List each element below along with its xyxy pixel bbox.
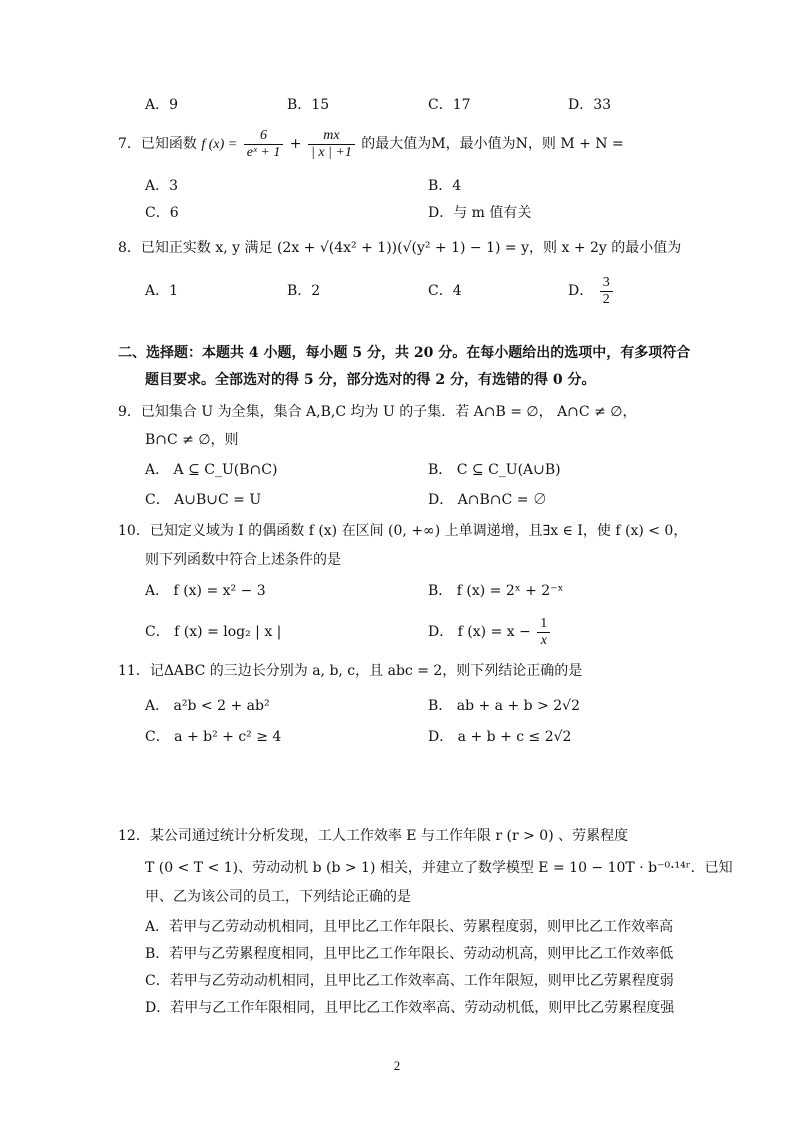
q7-suffix: 的最大值为M，最小值为N，则 M + N = [361,136,624,152]
q12-stem-line-2: T (0 < T < 1)、劳动动机 b (b > 1) 相关，并建立了数学模型 E = 10 − 10T · b⁻⁰·¹⁴ʳ．已知 [145,860,733,876]
q8-option-d-label: D． [568,283,594,299]
q9-option-b: B． C ⊆ C_U(A∪B) [428,462,561,478]
q12-option-d: D．若甲与乙工作年限相同，且甲比乙工作效率高、劳动动机低，则甲比乙劳累程度强 [145,1000,675,1016]
q9-stem-line-1: 9．已知集合 U 为全集，集合 A,B,C 均为 U 的子集．若 A∩B = ∅， A∩C ≠ ∅， [118,404,637,420]
q7-stem [118,122,624,167]
q7-prefix: 7．已知函数 [118,136,197,152]
q10-option-d-label: D． f (x) = x − [428,624,531,640]
q12-stem-line-3: 甲、乙为该公司的员工，下列结论正确的是 [145,889,411,905]
q8-stem: 8．已知正实数 x, y 满足 (2x + √(4x² + 1))(√(y² + 1) − 1) = y，则 x + 2y 的最小值为 [118,240,682,256]
q7-option-b: B．4 [428,178,462,194]
q7-fraction-1-numerator: 6 [244,128,284,145]
q10-option-b: B． f (x) = 2ˣ + 2⁻ˣ [428,583,564,599]
q8-option-c: C．4 [428,283,462,299]
q7-option-d: D．与 m 值有关 [428,205,532,221]
q8-option-a: A．1 [145,283,179,299]
q12-stem-line-1: 12．某公司通过统计分析发现，工人工作效率 E 与工作年限 r (r > 0) 、劳累程度 [118,828,629,844]
section-2-heading-line-1: 二、选择题：本题共 4 小题，每小题 5 分，共 20 分。在每小题给出的选项中，有多项符合 [118,345,691,361]
q10-option-d-denominator: x [540,632,547,648]
q7-plus: + [289,136,302,152]
q7-fraction-2 [308,128,355,161]
q6-option-c: C．17 [428,97,471,113]
q7-fraction-2-numerator: mx [308,128,355,145]
q7-option-c: C．6 [145,205,179,221]
q6-option-a: A．9 [145,97,179,113]
q11-stem: 11．记ΔABC 的三边长分别为 a, b, c，且 abc = 2，则下列结论正确的是 [118,663,583,679]
page-number: 2 [393,1058,401,1073]
q10-stem-line-2: 则下列函数中符合上述条件的是 [145,552,341,568]
q6-option-d: D．33 [568,97,612,113]
q9-stem-line-2: B∩C ≠ ∅，则 [145,432,239,448]
q11-option-d: D． a + b + c ≤ 2√2 [428,729,572,745]
q12-option-b: B．若甲与乙劳累程度相同，且甲比乙工作年限长、劳动动机高，则甲比乙工作效率低 [145,946,674,962]
q9-option-c: C． A∪B∪C = U [145,492,262,508]
q10-option-d-fraction [537,616,550,649]
q10-option-a: A． f (x) = x² − 3 [145,583,266,599]
q10-option-d-numerator: 1 [537,616,550,633]
q7-fraction-2-denominator: | x | +1 [310,144,352,160]
q8-option-d-fraction [600,275,613,308]
q9-option-d: D． A∩B∩C = ∅ [428,492,547,508]
q10-option-d [428,612,552,652]
q8-option-d [568,272,615,310]
q10-stem-line-1: 10．已知定义域为 I 的偶函数 f (x) 在区间 (0, +∞) 上单调递增，且∃x ∈ I，使 f (x) < 0， [118,523,688,539]
q8-option-d-numerator: 3 [600,275,613,292]
q11-option-a: A． a²b < 2 + ab² [145,698,270,714]
q7-fraction-1 [244,128,284,161]
q11-option-b: B． ab + a + b > 2√2 [428,698,580,714]
q9-option-a: A． A ⊆ C_U(B∩C) [145,462,278,478]
q6-option-b: B．15 [287,97,330,113]
q12-option-a: A．若甲与乙劳动动机相同，且甲比乙工作年限长、劳累程度弱，则甲比乙工作效率高 [145,919,674,935]
q12-option-c: C．若甲与乙劳动动机相同，且甲比乙工作效率高、工作年限短，则甲比乙劳累程度弱 [145,973,674,989]
q7-option-a: A．3 [145,178,179,194]
q7-fraction-1-denominator: eˣ + 1 [246,144,281,160]
q7-lhs: f (x) = [201,137,238,152]
q8-option-b: B．2 [287,283,321,299]
q8-option-d-denominator: 2 [602,291,610,307]
q10-option-c: C． f (x) = log₂ | x | [145,624,282,640]
section-2-heading-line-2: 题目要求。全部选对的得 5 分，部分选对的得 2 分，有选错的得 0 分。 [145,372,596,388]
q11-option-c: C． a + b² + c² ≥ 4 [145,729,282,745]
